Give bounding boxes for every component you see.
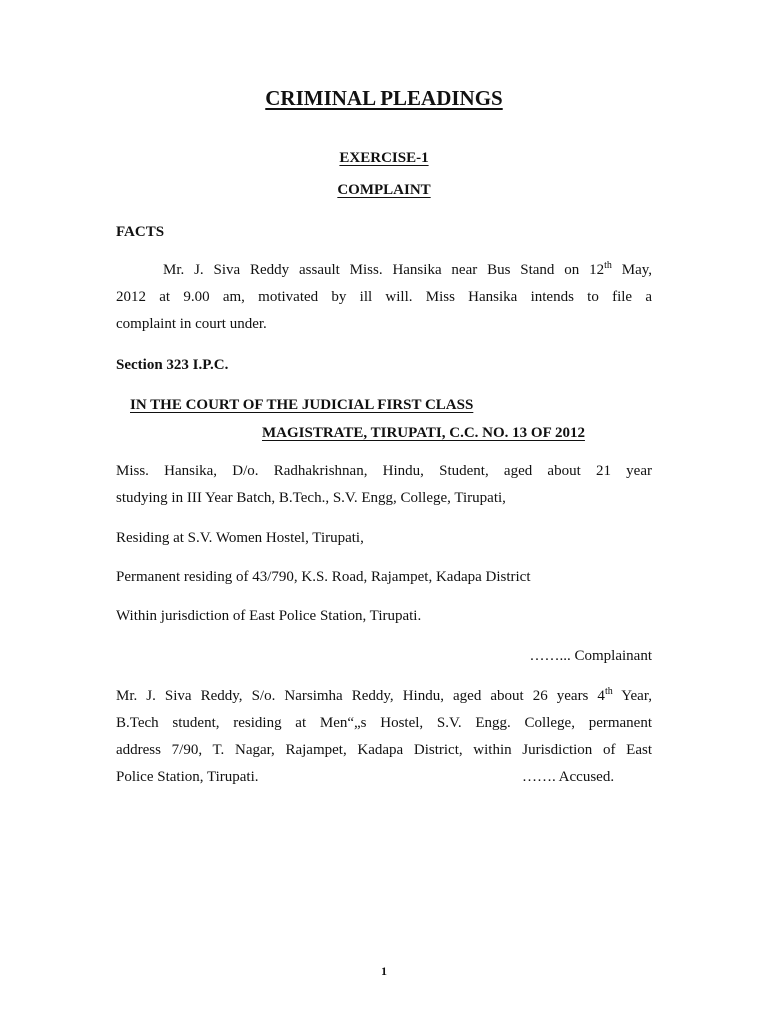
section-heading: Section 323 I.P.C. bbox=[116, 357, 229, 373]
court-line-2: MAGISTRATE, TIRUPATI, C.C. NO. 13 OF 2012 bbox=[262, 425, 585, 441]
court-line-1: IN THE COURT OF THE JUDICIAL FIRST CLASS bbox=[130, 397, 474, 413]
complaint-heading: COMPLAINT bbox=[337, 182, 431, 198]
facts-line-1: Mr. J. Siva Reddy assault Miss. Hansika near Bus Stand on 12th May, bbox=[163, 260, 652, 278]
facts-line-3: complaint in court under. bbox=[116, 316, 267, 332]
exercise-heading: EXERCISE-1 bbox=[339, 150, 429, 166]
accused-label: ……. Accused. bbox=[522, 769, 615, 785]
complainant-permanent: Permanent residing of 43/790, K.S. Road, Rajampet, Kadapa District bbox=[116, 569, 531, 585]
document-title: CRIMINAL PLEADINGS bbox=[265, 86, 503, 110]
complainant-line-1: Miss. Hansika, D/o. Radhakrishnan, Hindu, Student, aged about 21 year bbox=[116, 463, 652, 479]
facts-heading: FACTS bbox=[116, 224, 165, 240]
facts-line-2: 2012 at 9.00 am, motivated by ill will. Miss Hansika intends to file a bbox=[116, 289, 652, 305]
accused-line-1: Mr. J. Siva Reddy, S/o. Narsimha Reddy, Hindu, aged about 26 years 4th Year, bbox=[116, 686, 652, 704]
complainant-line-2: studying in III Year Batch, B.Tech., S.V. Engg, College, Tirupati, bbox=[116, 490, 506, 506]
page-number: 1 bbox=[381, 964, 387, 978]
accused-line-3: address 7/90, T. Nagar, Rajampet, Kadapa District, within Jurisdiction of East bbox=[116, 742, 652, 758]
accused-line-4: Police Station, Tirupati. bbox=[116, 769, 259, 785]
complainant-jurisdiction: Within jurisdiction of East Police Station, Tirupati. bbox=[116, 608, 422, 624]
complainant-residing: Residing at S.V. Women Hostel, Tirupati, bbox=[116, 530, 364, 546]
accused-line-2: B.Tech student, residing at Men“„s Hostel, S.V. Engg. College, permanent bbox=[116, 715, 652, 731]
complainant-label: ……... Complainant bbox=[529, 648, 652, 664]
